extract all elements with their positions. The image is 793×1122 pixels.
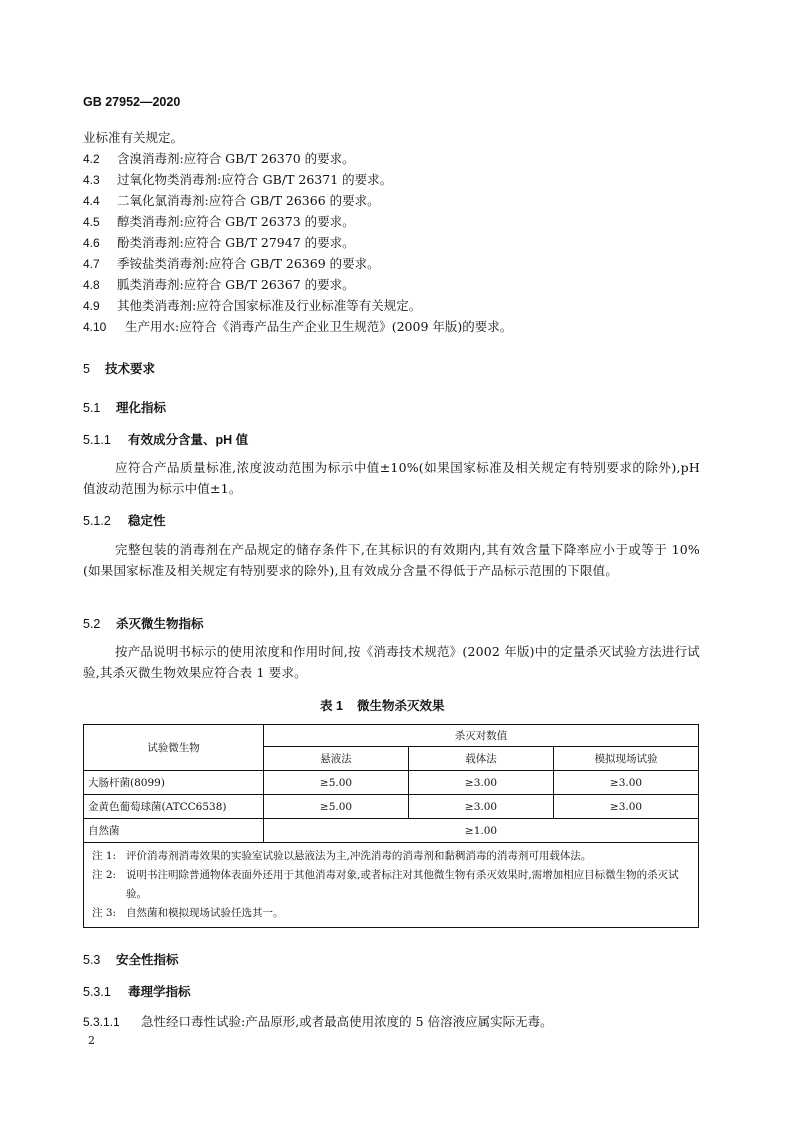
section-5-2-heading [83, 614, 204, 632]
table-notes [84, 843, 699, 928]
section-5-3-1-1 [83, 1013, 553, 1031]
header-field: 模拟现场试验 [554, 747, 699, 771]
note-text: 评价消毒剂消毒效果的实验室试验以悬液法为主,冲洗消毒的消毒剂和黏稠消毒的消毒剂可用载体法。 [126, 850, 592, 862]
note-text: 说明书注明除普通物体表面外还用于其他消毒对象,或者标注对其他微生物有杀灭效果时,需增加相应目标微生物的杀灭试验。 [126, 869, 679, 900]
clause-text: 含溴消毒剂:应符合 GB/T 26370 的要求。 [117, 151, 355, 166]
section-title: 有效成分含量、pH 值 [128, 433, 249, 447]
clause-number: 4.3 [83, 173, 100, 187]
section-title: 杀灭微生物指标 [116, 617, 204, 631]
section-number: 5.3.1.1 [83, 1015, 120, 1029]
clause-4-10 [83, 318, 512, 336]
clause-4-7 [83, 255, 380, 273]
header-carrier: 载体法 [409, 747, 554, 771]
clause-4-6 [83, 234, 355, 252]
note-text: 自然菌和模拟现场试验任选其一。 [126, 907, 284, 919]
organism-cell: 大肠杆菌(8099) [84, 771, 264, 795]
section-title: 稳定性 [128, 514, 166, 528]
kill-effect-table [83, 724, 699, 928]
clause-number: 4.9 [83, 299, 100, 313]
clause-number: 4.6 [83, 236, 100, 250]
section-title: 技术要求 [105, 362, 156, 376]
continuation-text: 业标准有关规定。 [83, 130, 184, 145]
clause-4-8 [83, 276, 355, 294]
clause-text: 生产用水:应符合《消毒产品生产企业卫生规范》(2009 年版)的要求。 [125, 319, 513, 334]
section-text: 急性经口毒性试验:产品原形,或者最高使用浓度的 5 倍溶液应属实际无毒。 [141, 1014, 553, 1029]
section-number: 5.3 [83, 953, 101, 967]
section-number: 5.1 [83, 401, 101, 415]
table-row-natural [84, 819, 699, 843]
clause-4-2 [83, 150, 355, 168]
section-5-1-2-body: 完整包装的消毒剂在产品规定的储存条件下,在其标识的有效期内,其有效含量下降率应小于或等于 10%(如果国家标准及相关规定有特别要求的除外),且有效成分含量不得低于产品标示范围的下限值。 [83, 542, 700, 578]
table-row [84, 795, 699, 819]
section-number: 5.1.1 [83, 433, 111, 447]
suspension-cell: ≥5.00 [264, 771, 409, 795]
clause-text: 过氧化物类消毒剂:应符合 GB/T 26371 的要求。 [117, 172, 393, 187]
table-notes-row [84, 843, 699, 928]
header-suspension: 悬液法 [264, 747, 409, 771]
carrier-cell: ≥3.00 [409, 795, 554, 819]
table-note-2 [92, 866, 688, 904]
suspension-cell: ≥5.00 [264, 795, 409, 819]
clause-text: 二氧化氯消毒剂:应符合 GB/T 26366 的要求。 [117, 193, 380, 208]
page-number: 2 [88, 1034, 95, 1047]
clause-number: 4.10 [83, 320, 107, 334]
section-number: 5 [83, 362, 90, 376]
clause-number: 4.4 [83, 194, 100, 208]
clause-number: 4.2 [83, 152, 100, 166]
clause-text: 胍类消毒剂:应符合 GB/T 26367 的要求。 [117, 277, 355, 292]
section-title: 毒理学指标 [128, 985, 191, 999]
section-number: 5.3.1 [83, 985, 111, 999]
section-title: 安全性指标 [116, 953, 179, 967]
field-cell: ≥3.00 [554, 771, 699, 795]
section-5-3-1-heading [83, 982, 191, 1000]
clause-4-3 [83, 171, 392, 189]
table-caption [320, 696, 444, 714]
section-5-1-2-heading [83, 511, 166, 529]
organism-cell: 自然菌 [84, 819, 264, 843]
table-caption-label: 表 1 [320, 699, 343, 713]
header-kill-log: 杀灭对数值 [264, 725, 699, 747]
clause-text: 酚类消毒剂:应符合 GB/T 27947 的要求。 [117, 235, 355, 250]
section-5-1-heading [83, 398, 166, 416]
carrier-cell: ≥3.00 [409, 771, 554, 795]
field-cell: ≥3.00 [554, 795, 699, 819]
section-title: 理化指标 [116, 401, 167, 415]
clause-number: 4.8 [83, 278, 100, 292]
section-5-1-1-body: 应符合产品质量标准,浓度波动范围为标示中值±10%(如果国家标准及相关规定有特别要求的除外),pH 值波动范围为标示中值±1。 [83, 460, 700, 496]
section-5-1-1-heading [83, 430, 248, 448]
standard-header: GB 27952—2020 [83, 95, 181, 109]
table-header-row [84, 725, 699, 747]
clause-number: 4.5 [83, 215, 100, 229]
natural-value-cell: ≥1.00 [264, 819, 699, 843]
note-label: 注 3: [92, 907, 117, 919]
section-number: 5.2 [83, 617, 101, 631]
section-5-heading [83, 359, 155, 377]
clause-4-9 [83, 297, 421, 315]
clause-4-4 [83, 192, 380, 210]
clause-number: 4.7 [83, 257, 100, 271]
note-label: 注 1: [92, 850, 117, 862]
clause-text: 季铵盐类消毒剂:应符合 GB/T 26369 的要求。 [117, 256, 380, 271]
organism-cell: 金黄色葡萄球菌(ATCC6538) [84, 795, 264, 819]
note-label: 注 2: [92, 869, 117, 881]
table-note-3 [92, 904, 688, 923]
section-number: 5.1.2 [83, 514, 111, 528]
section-5-3-heading [83, 950, 179, 968]
table-row [84, 771, 699, 795]
table-note-1 [92, 847, 688, 866]
clause-4-5 [83, 213, 355, 231]
clause-text: 醇类消毒剂:应符合 GB/T 26373 的要求。 [117, 214, 355, 229]
section-5-2-body: 按产品说明书标示的使用浓度和作用时间,按《消毒技术规范》(2002 年版)中的定量杀灭试验方法进行试验,其杀灭微生物效果应符合表 1 要求。 [83, 644, 700, 680]
table-caption-title: 微生物杀灭效果 [356, 699, 445, 713]
header-organism: 试验微生物 [84, 725, 264, 771]
clause-text: 其他类消毒剂:应符合国家标准及行业标准等有关规定。 [117, 298, 422, 313]
